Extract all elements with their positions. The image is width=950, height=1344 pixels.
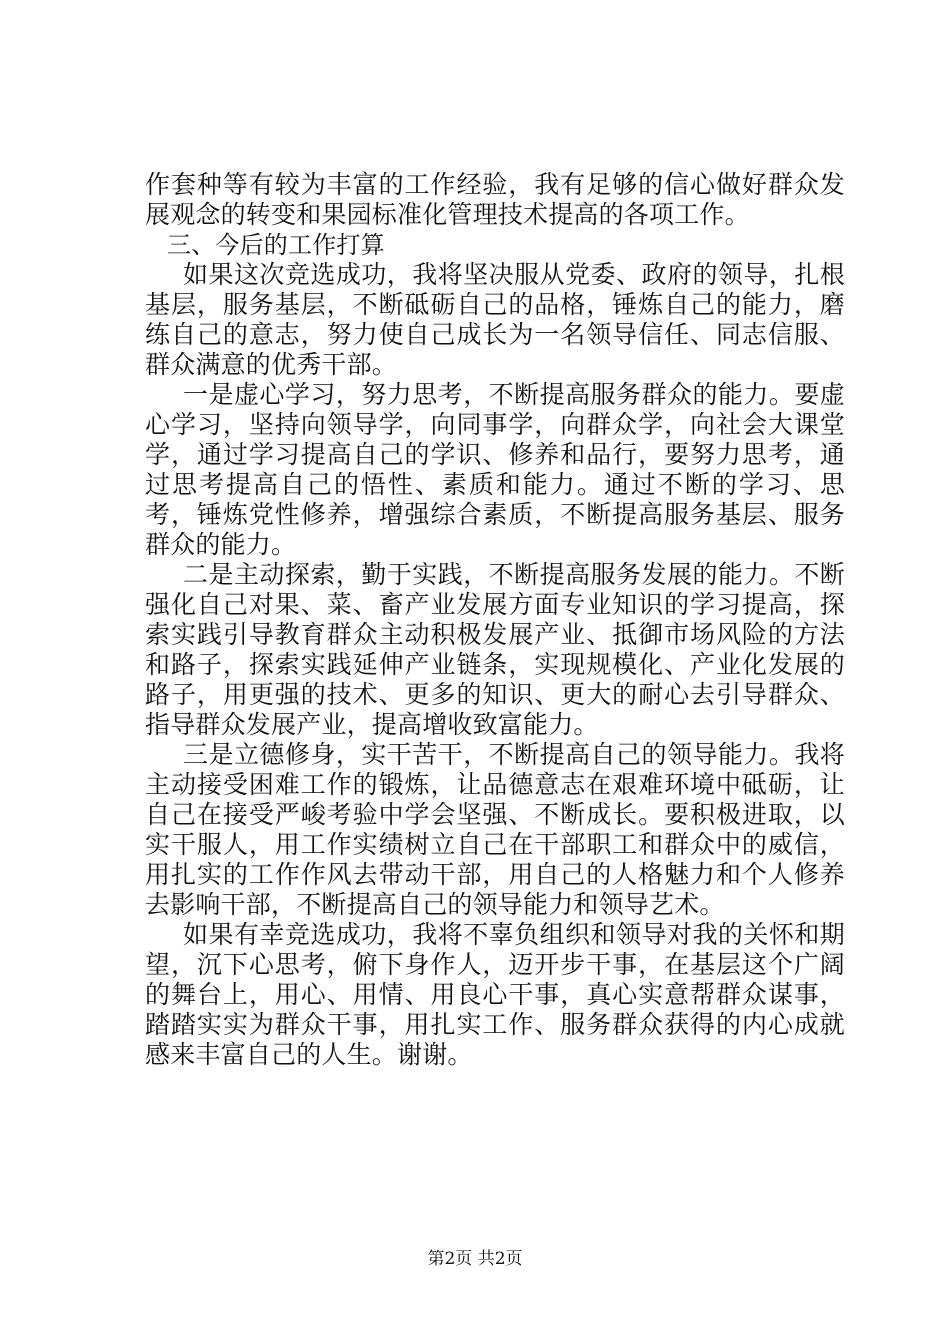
- paragraph-continuation: 作套种等有较为丰富的工作经验，我有足够的信心做好群众发展观念的转变和果园标准化管理技术提高的各项工作。: [145, 170, 845, 229]
- page-footer: 第2页 共2页: [427, 1249, 523, 1269]
- paragraph-intro: 如果这次竞选成功，我将坚决服从党委、政府的领导，扎根基层，服务基层，不断砥砺自己的品格，锤炼自己的能力，磨练自己的意志，努力使自己成长为一名领导信任、同志信服、群众满意的优秀干部。: [145, 260, 845, 379]
- paragraph-point-one: 一是虚心学习，努力思考，不断提高服务群众的能力。要虚心学习，坚持向领导学，向同事学，向群众学，向社会大课堂学，通过学习提高自己的学识、修养和品行，要努力思考，通过思考提高自己的悟性、素质和能力。通过不断的学习、思考，锤炼党性修养，增强综合素质，不断提高服务基层、服务群众的能力。: [145, 380, 845, 559]
- paragraph-point-two: 二是主动探索，勤于实践，不断提高服务发展的能力。不断强化自己对果、菜、畜产业发展方面专业知识的学习提高，探索实践引导教育群众主动积极发展产业、抵御市场风险的方法和路子，探索实践延伸产业链条，实现规模化、产业化发展的路子，用更强的技术、更多的知识、更大的耐心去引导群众、指导群众发展产业，提高增收致富能力。: [145, 560, 845, 739]
- section-heading: 三、今后的工作打算: [167, 231, 385, 259]
- paragraph-closing: 如果有幸竞选成功，我将不辜负组织和领导对我的关怀和期望，沉下心思考，俯下身作人，迈开步干事，在基层这个广阔的舞台上，用心、用情、用良心干事，真心实意帮群众谋事，踏踏实实为群众干事，用扎实工作、服务群众获得的内心成就感来丰富自己的人生。谢谢。: [145, 920, 845, 1069]
- document-body: [145, 170, 845, 1070]
- paragraph-point-three: 三是立德修身，实干苦干，不断提高自己的领导能力。我将主动接受困难工作的锻炼，让品德意志在艰难环境中砥砺，让自己在接受严峻考验中学会坚强、不断成长。要积极进取，以实干服人，用工作实绩树立自己在干部职工和群众中的威信，用扎实的工作作风去带动干部，用自己的人格魅力和个人修养去影响干部，不断提高自己的领导能力和领导艺术。: [145, 740, 845, 919]
